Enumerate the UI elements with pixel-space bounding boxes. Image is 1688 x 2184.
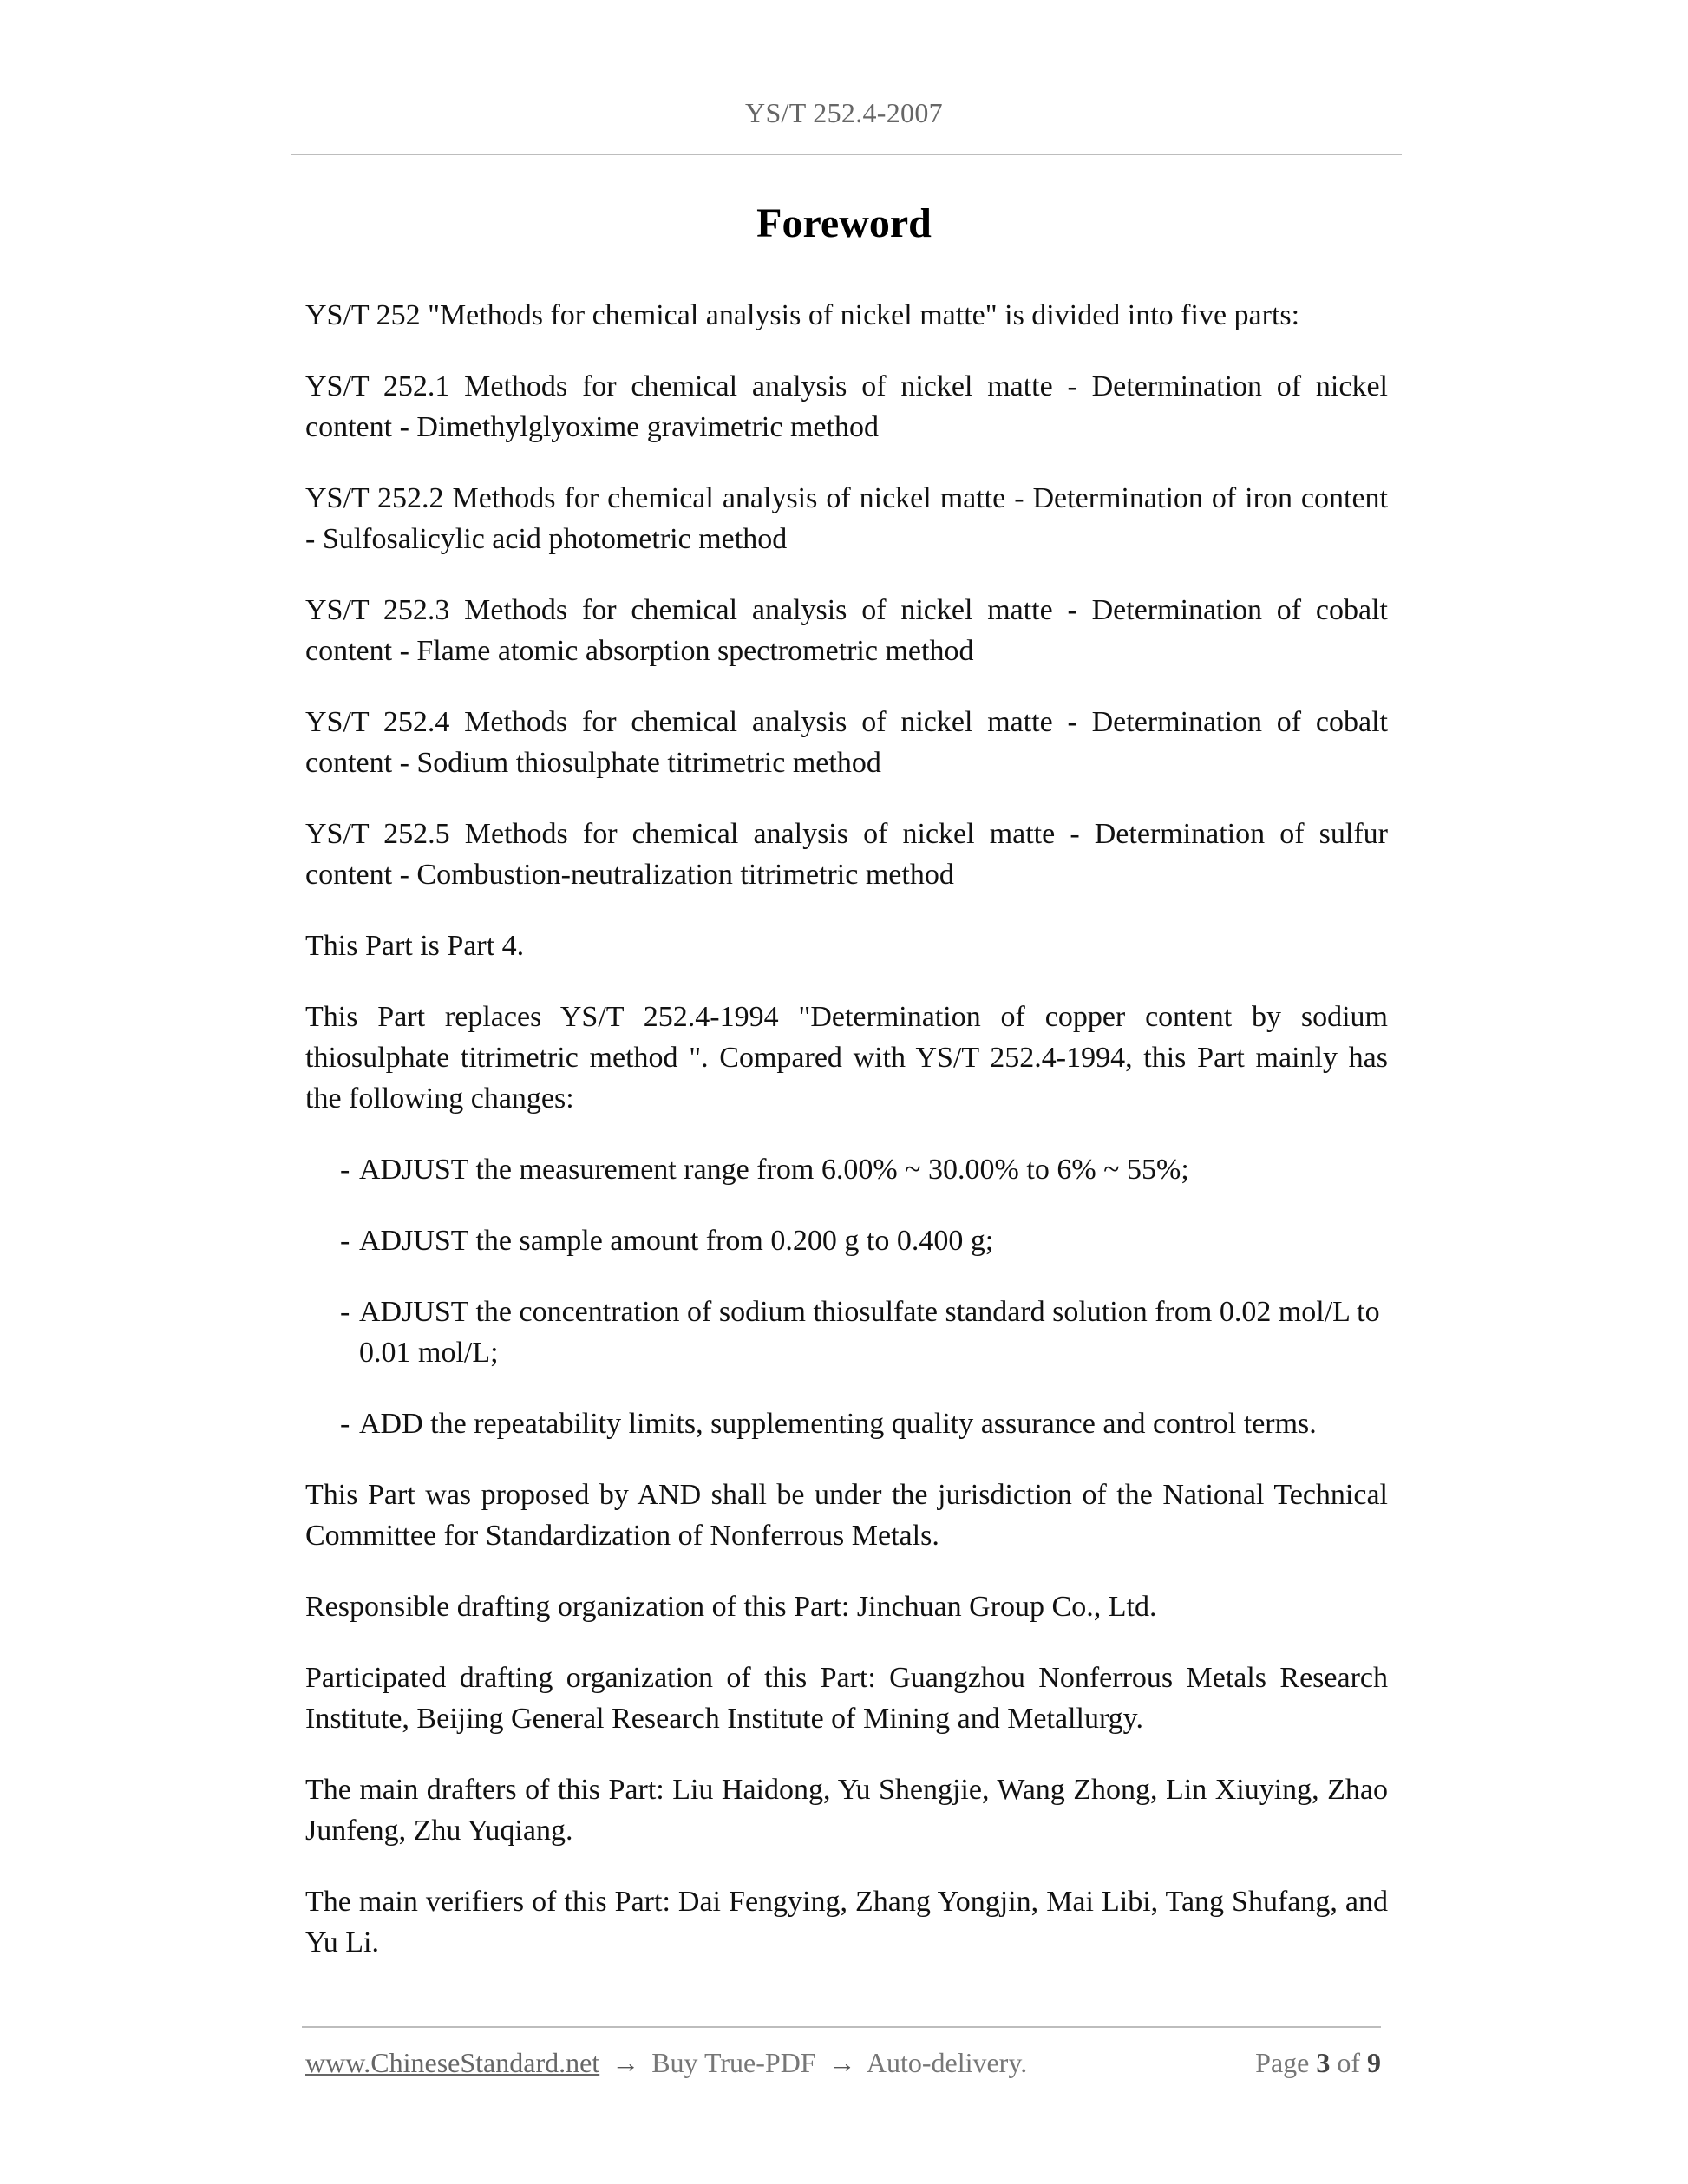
header-divider xyxy=(291,154,1402,155)
page-label: Page xyxy=(1255,2047,1310,2078)
list-item xyxy=(305,1149,1388,1190)
list-dash: - xyxy=(340,1296,350,1328)
change-text: ADD the repeatability limits, supplementing quality assurance and control terms. xyxy=(359,1408,1317,1440)
replaces-paragraph: This Part replaces YS/T 252.4-1994 "Determination of copper content by sodium thiosulphate titrimetric method ". Compared with YS/T 252.4-1994, this Part mainly has the following changes: xyxy=(305,1001,1388,1115)
right-arrow-icon: → xyxy=(612,2047,640,2078)
change-text: ADJUST the sample amount from 0.200 g to 0.400 g; xyxy=(359,1225,994,1257)
list-item xyxy=(305,1403,1388,1444)
header-standard-code: YS/T 252.4-2007 xyxy=(745,97,943,128)
main-verifiers-paragraph: The main verifiers of this Part: Dai Fengying, Zhang Yongjin, Mai Libi, Tang Shufang, and Yu Li. xyxy=(305,1886,1388,1958)
footer-promo xyxy=(305,2047,1027,2079)
change-text: ADJUST the measurement range from 6.00% ~ 30.00% to 6% ~ 55%; xyxy=(359,1154,1189,1186)
footer-divider xyxy=(302,2026,1381,2028)
part-1-paragraph: YS/T 252.1 Methods for chemical analysis of nickel matte - Determination of nickel content - Dimethylglyoxime gravimetric method xyxy=(305,370,1388,443)
delivery-text: Auto-delivery. xyxy=(866,2047,1028,2078)
participated-org-paragraph: Participated drafting organization of this Part: Guangzhou Nonferrous Metals Research Institute, Beijing General Research Institute of Mining and Metallurgy. xyxy=(305,1662,1388,1735)
page-of-label: of xyxy=(1337,2047,1360,2078)
page-footer xyxy=(305,2047,1381,2083)
list-dash: - xyxy=(340,1225,350,1257)
changes-list xyxy=(305,1149,1388,1444)
page-title: Foreword xyxy=(756,200,932,246)
part-5-paragraph: YS/T 252.5 Methods for chemical analysis of nickel matte - Determination of sulfur content - Combustion-neutralization titrimetric method xyxy=(305,818,1388,891)
proposed-by-paragraph: This Part was proposed by AND shall be under the jurisdiction of the National Technical Committee for Standardization of Nonferrous Metals. xyxy=(305,1479,1388,1552)
part-2-paragraph: YS/T 252.2 Methods for chemical analysis of nickel matte - Determination of iron content - Sulfosalicylic acid photometric method xyxy=(305,482,1388,555)
page-total: 9 xyxy=(1367,2047,1381,2078)
foreword-body xyxy=(305,295,1388,1993)
change-text: ADJUST the concentration of sodium thiosulfate standard solution from 0.02 mol/L to 0.01 mol/L; xyxy=(359,1296,1380,1369)
part-statement: This Part is Part 4. xyxy=(305,930,525,962)
responsible-org-paragraph: Responsible drafting organization of this Part: Jinchuan Group Co., Ltd. xyxy=(305,1591,1157,1623)
list-item xyxy=(305,1291,1388,1373)
page-number xyxy=(1255,2047,1381,2079)
intro-paragraph: YS/T 252 "Methods for chemical analysis of nickel matte" is divided into five parts: xyxy=(305,299,1300,331)
part-4-paragraph: YS/T 252.4 Methods for chemical analysis of nickel matte - Determination of cobalt content - Sodium thiosulphate titrimetric method xyxy=(305,706,1388,779)
buy-text: Buy True-PDF xyxy=(651,2047,816,2078)
part-3-paragraph: YS/T 252.3 Methods for chemical analysis of nickel matte - Determination of cobalt content - Flame atomic absorption spectrometric method xyxy=(305,594,1388,667)
list-item xyxy=(305,1220,1388,1261)
list-dash: - xyxy=(340,1154,350,1186)
site-link[interactable]: www.ChineseStandard.net xyxy=(305,2047,600,2078)
main-drafters-paragraph: The main drafters of this Part: Liu Haidong, Yu Shengjie, Wang Zhong, Lin Xiuying, Zhao Junfeng, Zhu Yuqiang. xyxy=(305,1774,1388,1847)
page-current: 3 xyxy=(1316,2047,1331,2078)
right-arrow-icon: → xyxy=(828,2047,856,2078)
list-dash: - xyxy=(340,1408,350,1440)
